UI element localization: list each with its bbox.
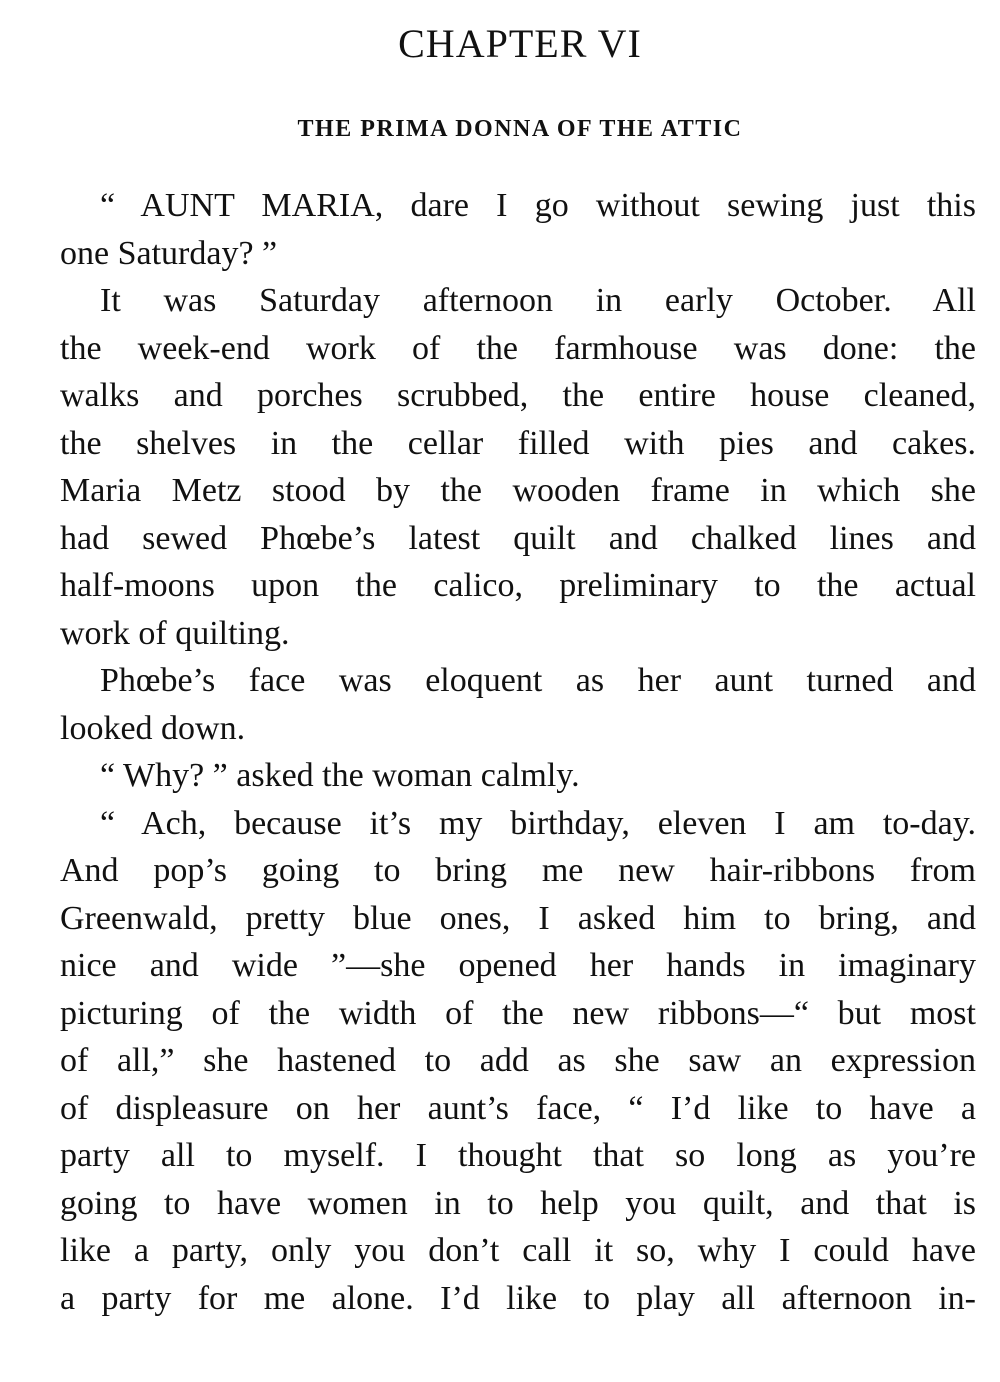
text-line: a party for me alone. I’d like to play all afternoon in- — [60, 1279, 976, 1317]
body-text — [60, 182, 976, 1322]
text-line: Phœbe’s face was eloquent as her aunt turned and — [100, 662, 976, 699]
text-line: of all,” she hastened to add as she saw an expression — [60, 1042, 976, 1079]
text-line: of displeasure on her aunt’s face, “ I’d like to have a — [60, 1089, 976, 1127]
text-line: “ AUNT MARIA, dare I go without sewing just this — [100, 187, 976, 224]
text-line: had sewed Phœbe’s latest quilt and chalked lines and — [60, 519, 976, 557]
text-line: like a party, only you don’t call it so, why I could have — [60, 1232, 976, 1269]
text-line: “ Why? ” asked the woman calmly. — [100, 757, 580, 794]
text-line: nice and wide ”—she opened her hands in imaginary — [60, 947, 976, 984]
text-line: the shelves in the cellar filled with pies and cakes. — [60, 424, 976, 462]
text-line: work of quilting. — [60, 614, 290, 652]
text-line: walks and porches scrubbed, the entire house cleaned, — [60, 377, 976, 414]
text-line: going to have women in to help you quilt, and that is — [60, 1184, 976, 1222]
text-line: picturing of the width of the new ribbons—“ but most — [60, 994, 976, 1032]
chapter-title: CHAPTER VI — [398, 21, 642, 66]
text-line: half-moons upon the calico, preliminary to the actual — [60, 567, 976, 604]
text-line: party all to myself. I thought that so long as you’re — [60, 1137, 976, 1174]
text-line: looked down. — [60, 709, 246, 747]
text-line: “ Ach, because it’s my birthday, eleven I am to-day. — [100, 804, 976, 842]
text-line: the week-end work of the farmhouse was done: the — [60, 329, 976, 367]
text-line: It was Saturday afternoon in early October. All — [100, 282, 976, 319]
text-line: Greenwald, pretty blue ones, I asked him to bring, and — [60, 899, 976, 937]
text-line: one Saturday? ” — [60, 234, 278, 272]
chapter-subtitle: THE PRIMA DONNA OF THE ATTIC — [297, 116, 743, 142]
text-line: Maria Metz stood by the wooden frame in which she — [60, 472, 976, 509]
text-line: And pop’s going to bring me new hair-ribbons from — [60, 852, 976, 889]
